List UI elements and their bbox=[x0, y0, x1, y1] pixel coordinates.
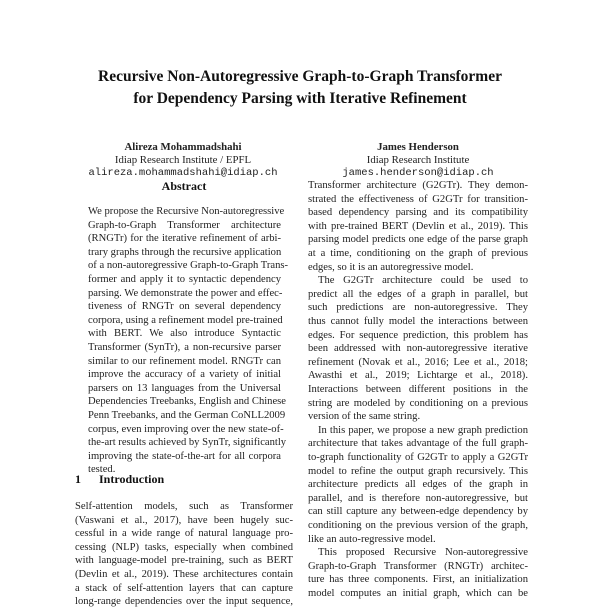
text-line: trary graphs through the recursive application bbox=[88, 246, 282, 258]
text-line: Interactions between different positions in the bbox=[308, 384, 528, 395]
paper-title-line-1: Recursive Non-Autoregressive Graph-to-Graph Transformer bbox=[98, 68, 502, 85]
section-heading-introduction bbox=[75, 472, 164, 487]
text-line: parallel, and is therefore non-autoregressive, but bbox=[308, 492, 528, 504]
text-line: model to refine the output graph recursively. This bbox=[308, 465, 528, 477]
section-title: Introduction bbox=[99, 472, 165, 486]
text-line: to-graph functionality of G2GTr to apply a G2GTr bbox=[308, 452, 528, 463]
text-line: former and apply it to syntactic dependency bbox=[88, 274, 281, 285]
text-line: edges. For sequence prediction, this problem has bbox=[308, 329, 528, 341]
text-line: Self-attention models, such as Transformer bbox=[75, 501, 293, 512]
author-affiliation: Idiap Research Institute / EPFL bbox=[114, 154, 252, 166]
text-line: architecture predicts all edges of the graph in bbox=[308, 479, 528, 491]
text-line: tested. bbox=[88, 464, 116, 476]
text-line: architecture that takes advantage of the full graph- bbox=[308, 438, 528, 450]
text-line: string are modeled by conditioning on a previous bbox=[308, 397, 528, 409]
text-line: been addressed with non-autoregressive iterative bbox=[308, 343, 528, 355]
text-line: refinement (Novak et al., 2016; Lee et al., 2018; bbox=[308, 356, 528, 368]
text-line: like an auto-regressive model. bbox=[308, 533, 436, 545]
author-email[interactable]: alireza.mohammadshahi@idiap.ch bbox=[88, 167, 278, 179]
text-line: parsing model predicts one edge of the parse graph bbox=[308, 234, 528, 246]
text-line: long-range dependencies over the input sequence, bbox=[75, 596, 293, 608]
author-name: Alireza Mohammadshahi bbox=[124, 141, 242, 153]
text-line: Dependencies Treebanks, English and Chinese bbox=[88, 396, 287, 408]
text-line: at a time, conditioning on the graph of previous bbox=[308, 248, 528, 259]
text-line: model computes an initial graph, which can be bbox=[308, 588, 528, 599]
text-line: Transformer architecture (G2GTr). They demon- bbox=[308, 180, 528, 191]
text-line: Graph-to-Graph Transformer (RNGTr) architec- bbox=[308, 560, 528, 572]
text-line: (Devlin et al., 2019). These architectures contain bbox=[75, 569, 293, 580]
text-line: ture has three components. First, an initialization bbox=[308, 574, 528, 586]
text-line: corpus, even improving over the new state-of- bbox=[88, 423, 284, 435]
text-line: thus cannot fully model the interactions between bbox=[308, 316, 528, 327]
text-line: The G2GTr architecture could be used to bbox=[318, 275, 528, 287]
text-line: improve the accuracy of a variety of initial bbox=[88, 369, 281, 381]
text-line: with pre-trained BERT (Devlin et al., 2019). This bbox=[308, 220, 528, 232]
author-name: James Henderson bbox=[377, 141, 459, 153]
author-1 bbox=[53, 141, 313, 180]
text-line: (Vaswani et al., 2017), have been hugely suc- bbox=[75, 514, 293, 526]
text-line: version of the same string. bbox=[308, 411, 421, 423]
author-2 bbox=[288, 141, 548, 180]
text-line: of a non-autoregressive Graph-to-Graph Trans- bbox=[88, 260, 289, 272]
text-line: similar to our refinement model. RNGTr can bbox=[88, 355, 281, 367]
text-line: tiveness of RNGTr on several dependency bbox=[88, 301, 281, 313]
text-line: based dependency parsing and its compatibility bbox=[308, 207, 528, 219]
text-line: edges, so it is an autoregressive model. bbox=[308, 261, 474, 273]
text-line: improving the state-of-the-art for all corpora bbox=[88, 450, 281, 462]
abstract-heading: Abstract bbox=[161, 179, 207, 193]
text-line: cessing (NLP) tasks, especially when combined bbox=[75, 541, 293, 553]
paper-title-line-2: for Dependency Parsing with Iterative Refinement bbox=[133, 90, 467, 107]
text-line: Penn Treebanks, and the German CoNLL2009 bbox=[88, 410, 286, 421]
text-line: parsing. We demonstrate the power and effec- bbox=[88, 287, 283, 299]
text-line: Awasthi et al., 2019; Lichtarge et al., 2018). bbox=[308, 370, 528, 382]
text-line: cessful in a wide range of natural language pro- bbox=[75, 528, 293, 540]
author-email[interactable]: james.henderson@idiap.ch bbox=[342, 167, 494, 179]
text-line: This proposed Recursive Non-autoregressive bbox=[318, 547, 528, 559]
author-affiliation: Idiap Research Institute bbox=[366, 154, 470, 166]
text-line: with language-model pre-training, such as BERT bbox=[75, 555, 293, 567]
text-line: (RNGTr) for the iterative refinement of arbi- bbox=[88, 233, 281, 245]
text-line: parsers on 13 languages from the Universal bbox=[88, 382, 281, 394]
text-line: such predictions are non-autoregressive. They bbox=[308, 302, 528, 314]
text-line: the-art results achieved by SynTr, significantly bbox=[88, 437, 287, 449]
text-line: We propose the Recursive Non-autoregressive bbox=[88, 206, 285, 217]
text-line: conditioning on the previous version of the graph, bbox=[308, 520, 528, 531]
text-line: Transformer (SynTr), a non-recursive parser bbox=[88, 342, 281, 353]
text-line: a stack of self-attention layers that can capture bbox=[75, 582, 293, 594]
text-line: predict all the edges of a graph in parallel, but bbox=[308, 288, 528, 300]
text-line: In this paper, we propose a new graph prediction bbox=[318, 424, 528, 436]
section-number: 1 bbox=[75, 472, 81, 486]
text-line: Graph-to-Graph Transformer architecture bbox=[88, 219, 281, 231]
text-line: with BERT. We also introduce Syntactic bbox=[88, 328, 281, 340]
text-line: corpora, using a refinement model pre-trained bbox=[88, 314, 283, 326]
text-line: strated the effectiveness of G2GTr for transition- bbox=[308, 193, 528, 205]
text-line: can still capture any between-edge dependency by bbox=[308, 506, 528, 518]
